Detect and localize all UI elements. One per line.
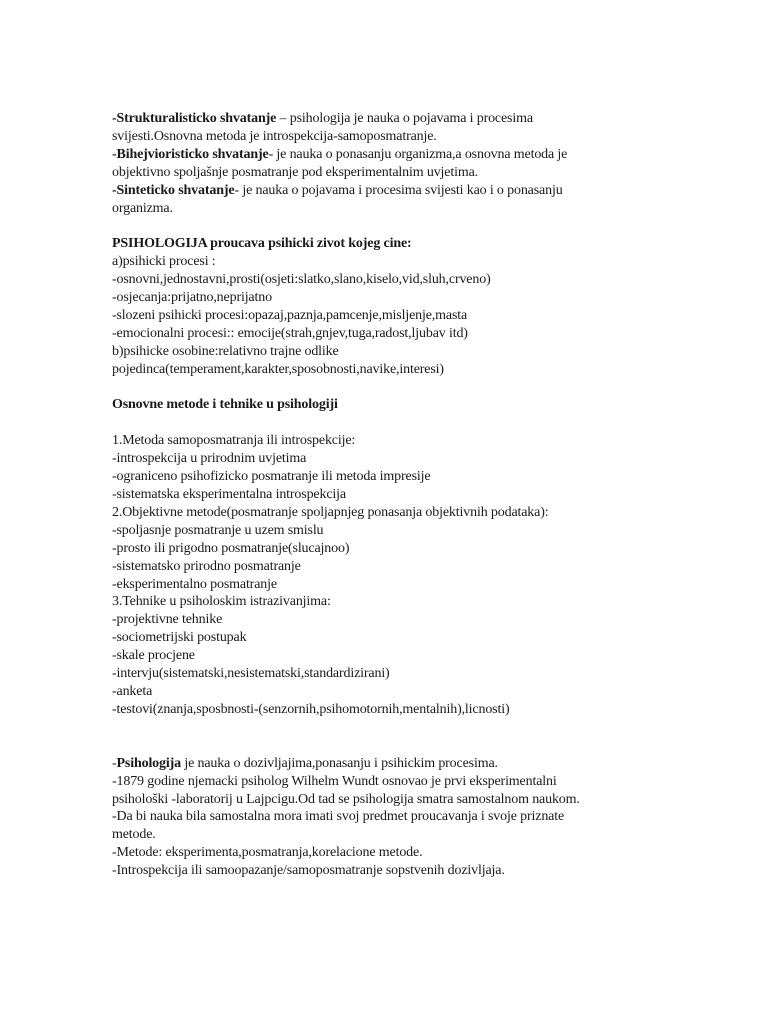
- text-line: -Introspekcija ili samoopazanje/samoposmatranje sopstvenih dozivljaja.: [112, 863, 505, 879]
- text-line: [112, 146, 632, 164]
- text-line: -Da bi nauka bila samostalna mora imati svoj predmet proucavanja i svoje priznate: [112, 809, 565, 825]
- spacer: [112, 414, 632, 432]
- list-item: a)psihicki procesi :: [112, 254, 216, 270]
- spacer: [112, 719, 632, 755]
- definition-text: - je nauka o pojavama i procesima svijesti kao i o ponasanju: [234, 182, 563, 198]
- list-item: -osjecanja:prijatno,neprijatno: [112, 290, 272, 306]
- list-item: 3.Tehnike u psiholoskim istrazivanjima:: [112, 594, 331, 610]
- theories-section: [112, 110, 632, 217]
- section-heading: PSIHOLOGIJA proucava psihicki zivot kojeg cine:: [112, 236, 412, 252]
- dash-prefix: -: [112, 755, 117, 771]
- list-item: -slozeni psihicki procesi:opazaj,paznja,pamcenje,misljenje,masta: [112, 307, 468, 323]
- list-item: 2.Objektivne metode(posmatranje spoljapnjeg ponasanja objektivnih podataka):: [112, 504, 549, 520]
- list-item: pojedinca(temperament,karakter,sposobnosti,navike,interesi): [112, 361, 444, 377]
- list-item: -anketa: [112, 683, 153, 699]
- spacer: [112, 217, 632, 235]
- list-item: -spoljasnje posmatranje u uzem smislu: [112, 522, 324, 538]
- text-line: [112, 755, 632, 773]
- text-line: -1879 godine njemacki psiholog Wilhelm Wundt osnovao je prvi eksperimentalni: [112, 773, 557, 789]
- text-line: psihološki -laboratorij u Lajpcigu.Od tad se psihologija smatra samostalnom naukom.: [112, 791, 580, 807]
- term-bihejvioristicko: -Bihejvioristicko shvatanje: [112, 146, 269, 162]
- list-item: -sociometrijski postupak: [112, 630, 247, 646]
- psychic-life-section: [112, 235, 632, 378]
- list-item: -emocionalni procesi:: emocije(strah,gnjev,tuga,radost,ljubav itd): [112, 325, 468, 341]
- spacer: [112, 379, 632, 397]
- list-item: -projektivne tehnike: [112, 612, 223, 628]
- list-item: -ograniceno psihofizicko posmatranje ili metoda impresije: [112, 469, 431, 485]
- list-item: -sistematska eksperimentalna introspekcija: [112, 486, 346, 502]
- list-item: -intervju(sistematski,nesistematski,standardizirani): [112, 666, 390, 682]
- list-item: -osnovni,jednostavni,prosti(osjeti:slatko,slano,kiselo,vid,sluh,crveno): [112, 272, 491, 288]
- term-sinteticko: -Sinteticko shvatanje: [112, 182, 235, 198]
- list-item: -prosto ili prigodno posmatranje(slucajnoo): [112, 540, 350, 556]
- text-line: -Metode: eksperimenta,posmatranja,korelacione metode.: [112, 845, 423, 861]
- list-item: -testovi(znanja,sposbnosti-(senzornih,psihomotornih,mentalnih),licnosti): [112, 701, 510, 717]
- definition-text: – psihologija je nauka o pojavama i procesima: [276, 111, 533, 126]
- list-item: -skale procjene: [112, 648, 195, 664]
- text-line: [112, 182, 632, 200]
- text-line: metode.: [112, 827, 156, 843]
- definition-text: - je nauka o ponasanju organizma,a osnovna metoda je: [268, 146, 568, 162]
- list-item: b)psihicke osobine:relativno trajne odlike: [112, 343, 339, 359]
- term-strukturalisticko: -Strukturalisticko shvatanje: [112, 111, 277, 126]
- psychology-definition-section: [112, 755, 632, 880]
- list-item: -sistematsko prirodno posmatranje: [112, 558, 301, 574]
- text-line: organizma.: [112, 200, 173, 216]
- list-item: 1.Metoda samoposmatranja ili introspekcije:: [112, 433, 356, 449]
- section-heading: Osnovne metode i tehnike u psihologiji: [112, 397, 338, 413]
- text-line: [112, 110, 632, 128]
- list-item: -introspekcija u prirodnim uvjetima: [112, 451, 307, 467]
- document-page: [112, 110, 632, 880]
- list-item: -eksperimentalno posmatranje: [112, 576, 277, 592]
- text-line: objektivno spoljašnje posmatranje pod eksperimentalnim uvjetima.: [112, 164, 478, 180]
- text-line: svijesti.Osnovna metoda je introspekcija-samoposmatranje.: [112, 128, 437, 144]
- methods-section: [112, 396, 632, 718]
- term-psihologija: Psihologija: [116, 755, 181, 771]
- definition-text: je nauka o dozivljajima,ponasanju i psihickim procesima.: [180, 755, 498, 771]
